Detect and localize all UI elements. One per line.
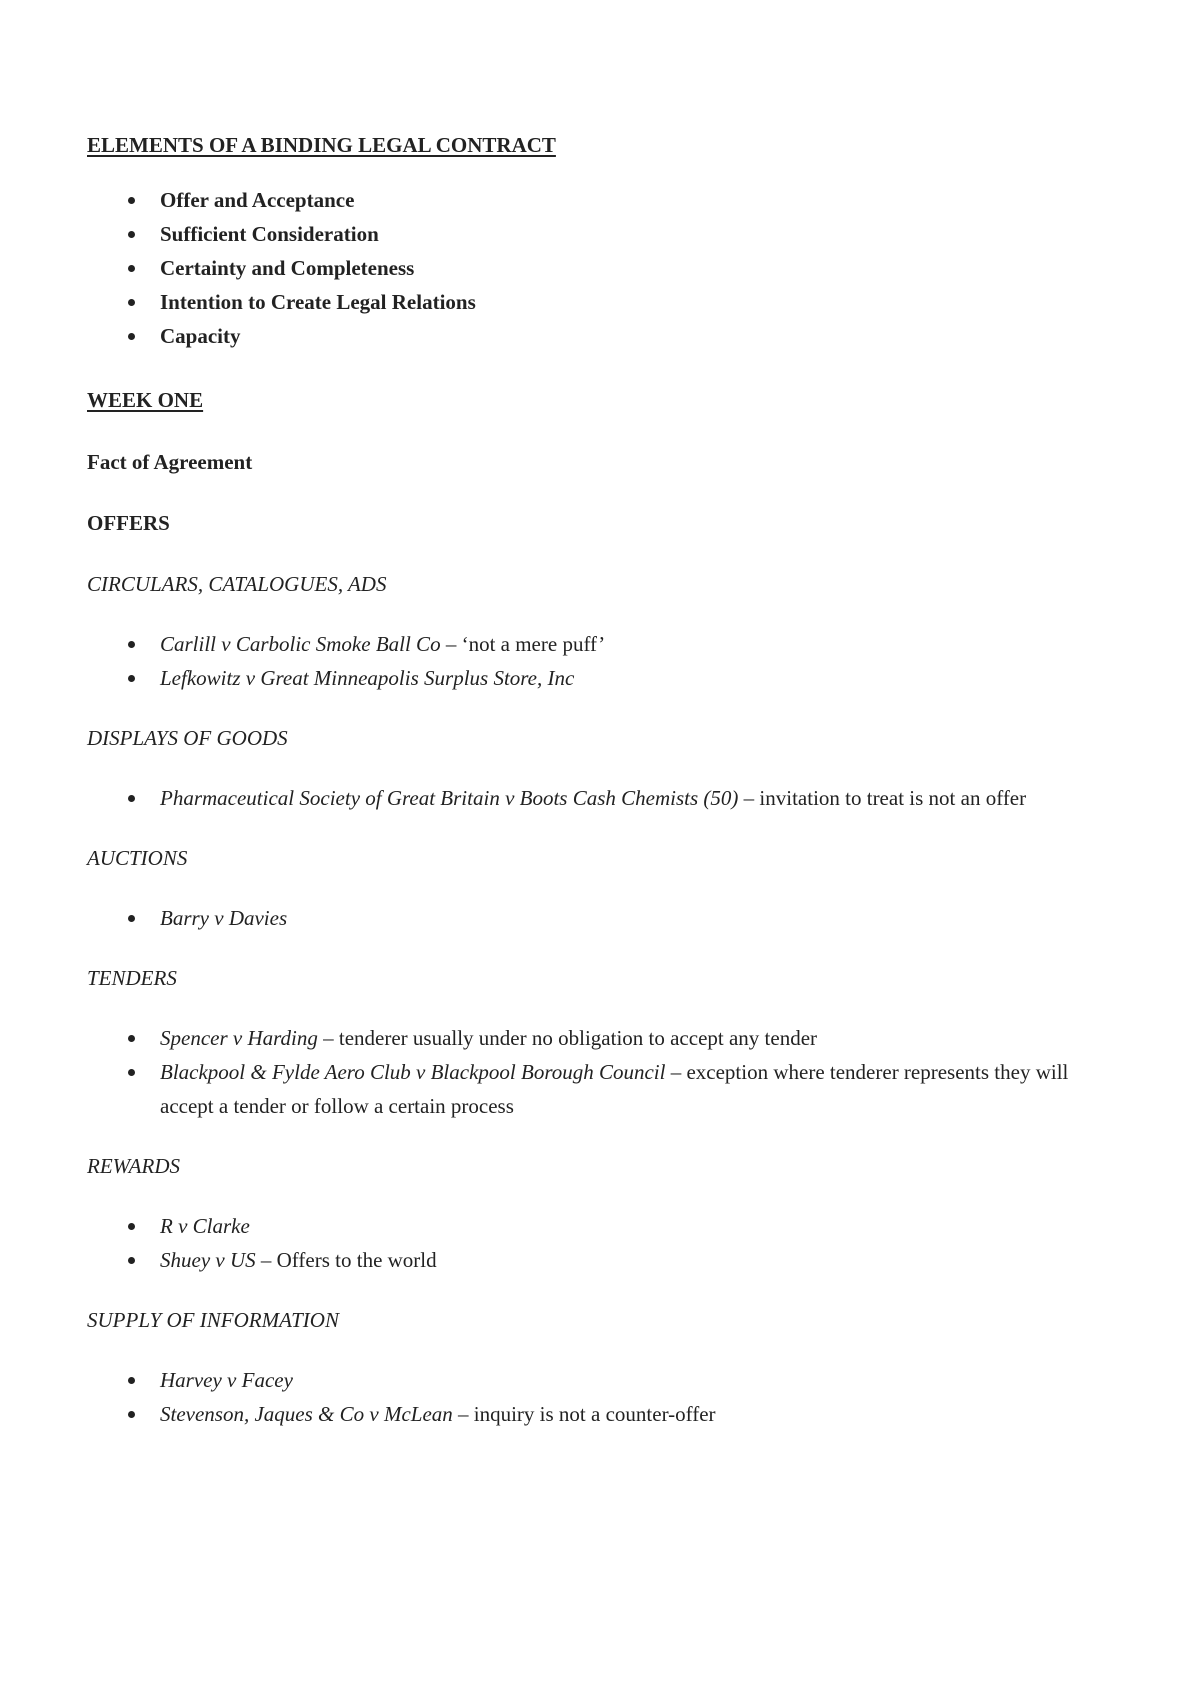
case-list [87, 1021, 1127, 1123]
list-item: Sufficient Consideration [87, 217, 1127, 251]
case-note: – invitation to treat is not an offer [738, 786, 1027, 810]
case-list [87, 781, 1127, 815]
section-heading: AUCTIONS [87, 846, 188, 870]
case-name: Carlill v Carbolic Smoke Ball Co [160, 632, 441, 656]
case-note: – tenderer usually under no obligation to accept any tender [317, 1026, 818, 1050]
section-heading: SUPPLY OF INFORMATION [87, 1308, 339, 1332]
list-item [87, 901, 1127, 935]
list-item: Certainty and Completeness [87, 251, 1127, 285]
list-item [87, 1363, 1127, 1397]
section-heading: REWARDS [87, 1154, 181, 1178]
case-name: Blackpool & Fylde Aero Club v Blackpool Borough Council [160, 1060, 666, 1084]
case-name: Shuey v US [160, 1248, 256, 1272]
case-list [87, 627, 1127, 695]
list-item [87, 1397, 1127, 1431]
offers-heading: OFFERS [87, 511, 170, 535]
document-content [87, 128, 1127, 1457]
case-name: Harvey v Facey [160, 1368, 293, 1392]
document-title: ELEMENTS OF A BINDING LEGAL CONTRACT [87, 133, 556, 157]
list-item [87, 781, 1127, 815]
case-note: – inquiry is not a counter-offer [458, 1402, 716, 1426]
list-item [87, 1055, 1127, 1123]
case-name: R v Clarke [160, 1214, 250, 1238]
section-heading: CIRCULARS, CATALOGUES, ADS [87, 572, 387, 596]
case-name: Barry v Davies [160, 906, 288, 930]
elements-list [87, 183, 1127, 353]
case-name: Pharmaceutical Society of Great Britain v Boots Cash Chemists (50) [160, 786, 739, 810]
case-name: Spencer v Harding [160, 1026, 318, 1050]
case-name: Stevenson, Jaques & Co v McLean [160, 1402, 459, 1426]
list-item [87, 1243, 1127, 1277]
section-heading: TENDERS [87, 966, 177, 990]
list-item [87, 1021, 1127, 1055]
case-list [87, 1363, 1127, 1431]
list-item: Offer and Acceptance [87, 183, 1127, 217]
case-name: Lefkowitz v Great Minneapolis Surplus Store, Inc [160, 666, 575, 690]
list-item: Capacity [87, 319, 1127, 353]
list-item [87, 661, 1127, 695]
case-list [87, 901, 1127, 935]
case-note: – ‘not a mere puff’ [440, 632, 606, 656]
list-item: Intention to Create Legal Relations [87, 285, 1127, 319]
list-item [87, 627, 1127, 661]
week-heading: WEEK ONE [87, 388, 204, 412]
subtitle-heading: Fact of Agreement [87, 450, 253, 474]
case-list [87, 1209, 1127, 1277]
list-item [87, 1209, 1127, 1243]
case-note: – exception where tenderer represents they will accept a tender or follow a certain process [160, 1060, 1069, 1118]
section-heading: DISPLAYS OF GOODS [87, 726, 288, 750]
case-note: – Offers to the world [255, 1248, 437, 1272]
